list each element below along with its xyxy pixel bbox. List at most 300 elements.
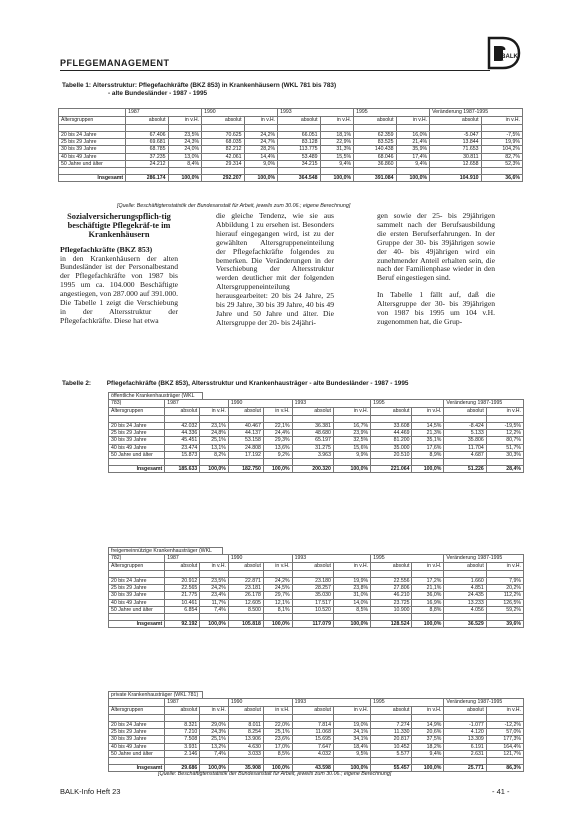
table-cell: 67.406 (126, 132, 168, 139)
table-subheader: in v.H. (333, 408, 370, 416)
table-cell: 31,0% (333, 592, 370, 599)
table-cell: 20,6% (412, 729, 444, 736)
article-text-col3b: In Tabelle 1 fällt auf, daß die Altersgruppe der 30- bis 39jährigen von 1987 bis 1995 um 104 v.H. zugenommen hat, die Grup- (377, 290, 495, 326)
table2-charitable-section (108, 554, 524, 628)
table-cell (292, 571, 333, 578)
table-cell: 25,1% (200, 736, 229, 743)
table-column-header: Altersgruppen (109, 707, 165, 715)
table-cell: 27.806 (371, 585, 412, 592)
table-cell: 46.210 (371, 592, 412, 599)
table-year-header: 1990 (228, 555, 292, 563)
table-cell: 14,5% (412, 423, 444, 430)
table-row (109, 729, 524, 736)
table-subheader: in v.H. (481, 117, 522, 125)
article-text-col3a: gen sowie der 25- bis 29jährigen sammelt nach der Berufsausbildung die ersten Berufserfahrungen. In der Gruppe der 30- bis 39jährigen sowie der 40- bis 49jährigen wird ein zunehmender Anteil erhalten sein, die nach der Familienphase wieder in den Beruf eingestiegen sind. (377, 211, 495, 283)
article-subheading: Pflegefachkräfte (BKZ 853) (60, 244, 153, 254)
table2-caption-title: Pflegefachkräfte (BKZ 853), Altersstruktur und Krankenhausträger - alte Bundesländer - 1987 - 1995 (106, 380, 409, 387)
table-cell: 8.321 (165, 722, 200, 729)
table-year-header: 1987 (126, 109, 202, 117)
table-cell (109, 715, 165, 722)
table-cell: 104,2% (481, 146, 522, 153)
table-cell: 200.320 (292, 466, 333, 473)
table-cell (165, 614, 200, 621)
table-cell: 23,1% (200, 423, 229, 430)
row-label: 25 bis 29 Jahre (109, 729, 165, 736)
table-cell: 21,4% (396, 139, 430, 146)
table-cell: 17.517 (292, 599, 333, 606)
table1-caption-label: Tabelle 1: (62, 82, 92, 89)
table-cell: 7.274 (371, 722, 412, 729)
table-year-header: 1993 (278, 109, 354, 117)
table-cell (200, 459, 229, 466)
table-cell: 164,4% (486, 743, 523, 750)
table-year-header: 1995 (371, 400, 444, 408)
table-cell: 13.844 (430, 139, 481, 146)
table-cell: 29,0% (200, 722, 229, 729)
table-cell: 8,1% (263, 606, 292, 613)
table-cell: 5.133 (444, 430, 486, 437)
table-cell: 24,2% (200, 585, 229, 592)
table-subheader: in v.H. (486, 408, 523, 416)
table-cell: 22,0% (263, 722, 292, 729)
table-cell (228, 614, 263, 621)
table-cell: 21,3% (412, 430, 444, 437)
table-cell: 36.381 (292, 423, 333, 430)
table-cell (292, 459, 333, 466)
table-cell (486, 416, 523, 423)
table-row (59, 139, 523, 146)
table-cell (412, 571, 444, 578)
table-cell: 3.931 (165, 743, 200, 750)
table-cell: 13.906 (228, 736, 263, 743)
table-cell: 12,1% (263, 599, 292, 606)
table-cell: -1.077 (444, 722, 486, 729)
table-cell (333, 571, 370, 578)
table-subheader: in v.H. (263, 408, 292, 416)
table-cell: 3.033 (228, 750, 263, 757)
table-cell (444, 715, 486, 722)
table-cell (165, 715, 200, 722)
table-row (109, 599, 524, 606)
table-subheader: in v.H. (333, 707, 370, 715)
page-header-title: PFLEGEMANAGEMENT (60, 58, 170, 68)
table-cell (333, 416, 370, 423)
table-cell (200, 416, 229, 423)
table-cell (109, 416, 165, 423)
table-cell (109, 571, 165, 578)
table-cell: 100,0% (412, 621, 444, 628)
table-cell (292, 715, 333, 722)
table-subheader: absolut (444, 707, 486, 715)
table-cell: 53.489 (278, 153, 320, 160)
table-cell: 22.556 (371, 578, 412, 585)
table-column-header: Altersgruppen (109, 563, 165, 571)
table-cell: 5.577 (371, 750, 412, 757)
table-subheader-row (109, 707, 524, 715)
table-cell: 24,0% (168, 146, 202, 153)
table-spacer-row (59, 168, 523, 175)
table-cell: 17,0% (263, 743, 292, 750)
table-cell: 28,4% (486, 466, 523, 473)
table-cell (371, 416, 412, 423)
table-cell (486, 571, 523, 578)
table-cell: 24,4% (263, 430, 292, 437)
row-label: 50 Jahre und älter (59, 160, 126, 167)
table-cell: 113.775 (278, 146, 320, 153)
table-year-header: Veränderung 1987-1995 (444, 555, 524, 563)
table-cell: 8,5% (333, 606, 370, 613)
table-cell: 55.457 (371, 765, 412, 772)
footer-page-number: - 41 - (492, 787, 510, 796)
table-cell (412, 459, 444, 466)
table-year-header: Veränderung 1987-1995 (444, 400, 524, 408)
table-cell (430, 125, 481, 132)
table-cell: 7.647 (292, 743, 333, 750)
table-cell: 24,2% (263, 578, 292, 585)
table-total-row (109, 621, 524, 628)
table-cell: 34,1% (333, 736, 370, 743)
table-cell (481, 168, 522, 175)
table-cell: 8.011 (228, 722, 263, 729)
table-cell: 14,9% (412, 722, 444, 729)
table-year-header: 1995 (354, 109, 430, 117)
table-cell (354, 125, 396, 132)
row-label: 20 bis 24 Jahre (109, 423, 165, 430)
table-cell: 364.548 (278, 175, 320, 182)
table-year-header: Veränderung 1987-1995 (444, 699, 524, 707)
table-cell: 82,7% (481, 153, 522, 160)
table-row (59, 146, 523, 153)
table-cell: 53.158 (228, 437, 263, 444)
article-text-col1: in den Krankenhäusern der alten Bundesländer ist der Personalbestand der Pflegefachkräfte von 1987 bis 1995 um ca. 104.000 Beschäftigte angestiegen, von 287.000 auf 391.000. Die Tabelle 1 zeigt die Verschiebung in der Altersstruktur der Pflegefachkräfte. Diese hat etwa (60, 253, 178, 325)
table2-section-title: öffentliche Krankenhausträger (WKL 783) (108, 392, 203, 399)
table-cell: 3.963 (292, 451, 333, 458)
table-cell: 25,1% (263, 729, 292, 736)
table-cell (109, 459, 165, 466)
table1-source-note: [Quelle: Beschäftigtenstatistik der Bundesanstalt für Arbeit, jeweils zum 30.06.; eigene Berechnung] (117, 203, 351, 209)
table-cell (412, 715, 444, 722)
table-cell: 57,0% (486, 729, 523, 736)
table-cell (126, 168, 168, 175)
table-subheader: absolut (165, 563, 200, 571)
table-cell: 24,8% (200, 430, 229, 437)
table-cell (263, 614, 292, 621)
table-cell (59, 168, 126, 175)
table-cell (396, 168, 430, 175)
table-cell: 26.178 (228, 592, 263, 599)
table1 (58, 108, 523, 182)
balk-logo (486, 36, 522, 70)
table-cell: 23.181 (228, 585, 263, 592)
table-cell: 31,3% (320, 146, 354, 153)
table-cell: 23,5% (168, 132, 202, 139)
table-cell (263, 715, 292, 722)
table-cell: 22.871 (228, 578, 263, 585)
table-corner-cell (59, 109, 126, 117)
table-cell: 66.051 (278, 132, 320, 139)
table-cell: 8,2% (200, 451, 229, 458)
table-cell: 11.704 (444, 444, 486, 451)
table-subheader: absolut (202, 117, 244, 125)
table-subheader: absolut (354, 117, 396, 125)
table-cell: 51.226 (444, 466, 486, 473)
row-label: 30 bis 39 Jahre (109, 592, 165, 599)
table2-caption (62, 380, 408, 387)
table-cell: 177,3% (486, 736, 523, 743)
table-subheader: absolut (126, 117, 168, 125)
row-label: 30 bis 39 Jahre (59, 146, 126, 153)
table-cell (333, 459, 370, 466)
table-cell: 100,0% (333, 621, 370, 628)
table-row (109, 585, 524, 592)
row-label: 25 bis 29 Jahre (109, 430, 165, 437)
table-cell: 16,7% (333, 423, 370, 430)
table-cell: 292.207 (202, 175, 244, 182)
table-subheader: in v.H. (263, 707, 292, 715)
row-label: 30 bis 39 Jahre (109, 437, 165, 444)
table-subheader: absolut (371, 408, 412, 416)
table-cell: 36,0% (412, 592, 444, 599)
table-row (109, 423, 524, 430)
table-cell: 68.785 (126, 146, 168, 153)
table-cell: 100,0% (412, 765, 444, 772)
table-spacer-row (109, 571, 524, 578)
table-cell: 22.565 (165, 585, 200, 592)
table-cell (165, 758, 200, 765)
table-subheader: in v.H. (320, 117, 354, 125)
table-cell: 29.314 (202, 160, 244, 167)
table-cell: 21,1% (412, 585, 444, 592)
table-cell: 9,4% (396, 160, 430, 167)
table-cell: 8,4% (168, 160, 202, 167)
table-cell: 15,6% (333, 444, 370, 451)
row-label: 40 bis 49 Jahre (59, 153, 126, 160)
table-cell (168, 168, 202, 175)
table-cell (244, 125, 278, 132)
table-spacer-row (109, 459, 524, 466)
table2-source-note: [Quelle: Beschäftigtenstatistik der Bundesanstalt für Arbeit, jeweils zum 30.06.; eigene Berechnung] (158, 771, 392, 777)
table-cell (371, 614, 412, 621)
table-cell: 9,4% (320, 160, 354, 167)
table-subheader: absolut (430, 117, 481, 125)
table-row (109, 743, 524, 750)
table-cell: 185.633 (165, 466, 200, 473)
table-cell (168, 125, 202, 132)
table-cell: 29,3% (263, 437, 292, 444)
article-column-3 (377, 212, 495, 327)
table-cell: 23,4% (200, 592, 229, 599)
table-row (109, 444, 524, 451)
table-cell: 104.910 (430, 175, 481, 182)
table-cell (320, 125, 354, 132)
table-cell: 36,6% (481, 175, 522, 182)
table-cell: 32,5% (333, 437, 370, 444)
table-cell: 44.137 (228, 430, 263, 437)
table-subheader: absolut (292, 707, 333, 715)
table-cell: 15.873 (165, 451, 200, 458)
table-cell (200, 715, 229, 722)
table-cell (200, 614, 229, 621)
table-cell: 35.806 (444, 437, 486, 444)
table-cell: 16,0% (396, 132, 430, 139)
table-cell: 182.750 (228, 466, 263, 473)
table-cell: -19,5% (486, 423, 523, 430)
table-subheader: in v.H. (412, 707, 444, 715)
table-cell: 12,2% (486, 430, 523, 437)
table-cell (412, 416, 444, 423)
table-cell (263, 459, 292, 466)
table-year-header-row (59, 109, 523, 117)
table-cell: 11.068 (292, 729, 333, 736)
table-year-header: 1993 (292, 400, 371, 408)
table-cell: 10.461 (165, 599, 200, 606)
table-cell: 7,4% (200, 750, 229, 757)
table-cell: 24,3% (200, 729, 229, 736)
table-corner-cell (109, 555, 165, 563)
table-row (109, 606, 524, 613)
table-year-header-row (109, 400, 524, 408)
total-label: Insgesamt (109, 466, 165, 473)
table-cell: 35.908 (228, 765, 263, 772)
table-cell (228, 758, 263, 765)
table-cell: 8,8% (412, 606, 444, 613)
table-cell: 12.658 (430, 160, 481, 167)
table-cell: 100,0% (333, 765, 370, 772)
table-cell (228, 715, 263, 722)
table-subheader: in v.H. (263, 563, 292, 571)
table-subheader: in v.H. (200, 408, 229, 416)
footer-publication: BALK-Info Heft 23 (60, 787, 121, 796)
table-cell: 68.046 (354, 153, 396, 160)
table-column-header: Altersgruppen (109, 408, 165, 416)
table-cell: 36.529 (444, 621, 486, 628)
table-cell: 11,7% (200, 599, 229, 606)
table1-caption-subtitle: - alte Bundesländer - 1987 - 1995 (108, 90, 208, 97)
table-cell: 14,0% (333, 599, 370, 606)
table-year-header: 1993 (292, 555, 371, 563)
table-subheader: in v.H. (412, 408, 444, 416)
table-row (109, 437, 524, 444)
row-label: 50 Jahre und älter (109, 451, 165, 458)
table-cell: 4.120 (444, 729, 486, 736)
table-year-header: 1990 (202, 109, 278, 117)
table-cell: 100,0% (263, 621, 292, 628)
table-cell: 126,5% (486, 599, 523, 606)
table-cell (486, 715, 523, 722)
table-cell: 23,6% (263, 736, 292, 743)
table-cell: 24,5% (263, 585, 292, 592)
table-cell (430, 168, 481, 175)
table-cell: 14,4% (244, 153, 278, 160)
table-subheader: in v.H. (412, 563, 444, 571)
table-cell (333, 715, 370, 722)
table-cell: 15.695 (292, 736, 333, 743)
table-cell: 100,0% (200, 621, 229, 628)
table-subheader: in v.H. (486, 563, 523, 571)
table2-public-section (108, 399, 524, 473)
table-row (109, 430, 524, 437)
table-cell (126, 125, 168, 132)
table-subheader-row (59, 117, 523, 125)
table-total-row (59, 175, 523, 182)
table2-private-section (108, 698, 524, 772)
table-cell: 13,6% (263, 444, 292, 451)
table-cell (200, 758, 229, 765)
table-cell (486, 758, 523, 765)
table-cell: 22,1% (263, 423, 292, 430)
table-row (109, 736, 524, 743)
table-cell: 45.451 (165, 437, 200, 444)
table-row (59, 132, 523, 139)
table-cell: 13.309 (444, 736, 486, 743)
table-cell: 117.079 (292, 621, 333, 628)
row-label: 25 bis 29 Jahre (59, 139, 126, 146)
table-year-header: 1990 (228, 400, 292, 408)
table-cell: 20,2% (486, 585, 523, 592)
table-cell: 17.192 (228, 451, 263, 458)
table-subheader: absolut (371, 707, 412, 715)
table-cell: 42.032 (165, 423, 200, 430)
table-cell: 29,7% (263, 592, 292, 599)
table-cell: 35.000 (371, 444, 412, 451)
row-label: 20 bis 24 Jahre (109, 722, 165, 729)
table-cell: 24.435 (444, 592, 486, 599)
table-cell: 20.912 (165, 578, 200, 585)
table-year-header: 1987 (165, 400, 229, 408)
table-cell: 23.474 (165, 444, 200, 451)
table-cell: 42.061 (202, 153, 244, 160)
table-cell: 140.438 (354, 146, 396, 153)
table-cell: 19,9% (333, 578, 370, 585)
table-cell: 24.212 (126, 160, 168, 167)
table-cell (333, 758, 370, 765)
table-cell: 37,5% (412, 736, 444, 743)
article-column-2 (216, 212, 334, 328)
row-label: 40 bis 49 Jahre (109, 743, 165, 750)
table-cell: 52,3% (481, 160, 522, 167)
row-label: 20 bis 24 Jahre (59, 132, 126, 139)
table-year-header-row (109, 555, 524, 563)
table-cell: 100,0% (244, 175, 278, 182)
table-cell: 11.330 (371, 729, 412, 736)
table-cell: 36.860 (354, 160, 396, 167)
table-cell (371, 758, 412, 765)
table-cell: 10.452 (371, 743, 412, 750)
table-row (109, 578, 524, 585)
table-subheader-row (109, 563, 524, 571)
table-cell: 391.084 (354, 175, 396, 182)
table-cell (263, 571, 292, 578)
table-cell: 13,2% (200, 743, 229, 750)
svg-text:BALK: BALK (501, 54, 518, 60)
table-cell (444, 416, 486, 423)
total-label: Insgesamt (109, 765, 165, 772)
table-cell: 23,9% (333, 430, 370, 437)
table-cell: 35.030 (292, 592, 333, 599)
table-spacer-row (59, 125, 523, 132)
table-cell (444, 614, 486, 621)
table-cell: 19,0% (333, 722, 370, 729)
table-cell: 23.180 (292, 578, 333, 585)
table-cell: 34.215 (278, 160, 320, 167)
table-subheader: absolut (292, 408, 333, 416)
table-cell: 9,2% (263, 451, 292, 458)
table-cell: 9,4% (412, 750, 444, 757)
table-cell: 100,0% (263, 466, 292, 473)
table-subheader: in v.H. (333, 563, 370, 571)
table-cell (263, 758, 292, 765)
table-cell: 16,9% (412, 599, 444, 606)
